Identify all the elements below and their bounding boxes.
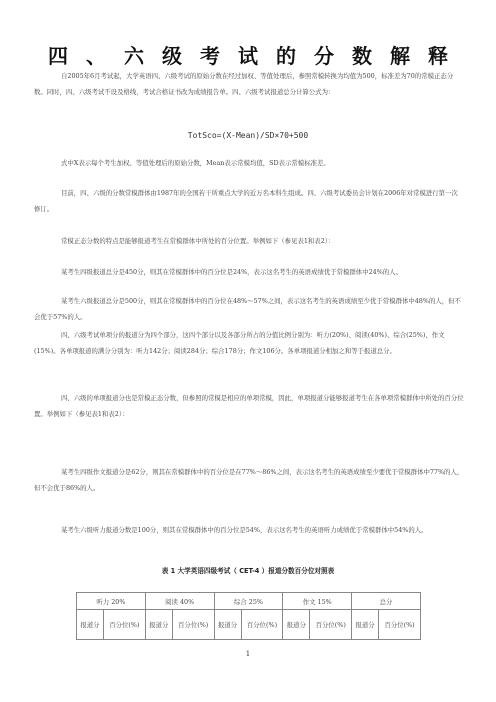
paragraph-example-cet4: 某考生四级报道总分是450分，则其在常模群体中的百分位是24%，表示这名考生的英语成绩优于常模群体中24%的人。 (61, 268, 402, 276)
page-title: 四、六级考试的分数解释 (48, 44, 466, 68)
subheader-cell: 报道分 (77, 610, 104, 640)
page-number: 1 (245, 650, 251, 658)
subheader-cell: 百分位(%) (241, 610, 283, 640)
paragraph-norm-feature: 常模正态分数的特点是能够报道考生在常模群体中所处的百分位置。举例如下（参见表1和表2）： (61, 237, 335, 245)
score-formula: TotSco=(X-Mean)/SD×70+500 (187, 131, 309, 140)
subheader-cell: 报道分 (145, 610, 172, 640)
table-caption: 表 1 大学英语四级考试（ CET-4 ）报道分数百分位对照表 (161, 567, 335, 575)
table-subheader-row (77, 610, 421, 640)
subheader-cell: 百分位(%) (379, 610, 421, 640)
subheader-cell: 报道分 (214, 610, 241, 640)
header-total: 总分 (352, 593, 421, 610)
paragraph-example-writing: 某考生四级作文报道分是62分，则其在常模群体中的百分位是在77%～86%之间，表示这名考生的英语成绩至少要优于常模群体中77%的人，但不会优于86%的人。 (34, 468, 464, 492)
header-comprehensive: 综合 25% (214, 593, 283, 610)
subheader-cell: 报道分 (283, 610, 310, 640)
subheader-cell: 百分位(%) (103, 610, 145, 640)
paragraph-subscores: 四、六级考试单项分的报道分为四个部分，这四个部分以及各部分所占的分值比例分别为：听力(20%)、阅读(40%)、综合(25%)、作文(15%)。各单项报道的满分分别为：听力142分；阅读284分；综合178分；作文106分。各单项报道分相加之和等于报道总分。 (34, 331, 445, 355)
paragraph-example-cet6: 某考生六级报道总分是500分，则其在常模群体中的百分位在48%～57%之间，表示这名考生的英语成绩至少优于常模群体中48%的人，但不会优于57%的人。 (34, 297, 461, 321)
subheader-cell: 百分位(%) (310, 610, 352, 640)
paragraph-subscore-norm: 四、六级的单项报道分也是常模正态分数，但参照的常模是相应的单项常模，因此，单项报道分能够报道考生在各单项常模群体中所处的百分位置。举例如下（参见表1和表2）： (34, 394, 464, 418)
header-listening: 听力 20% (77, 593, 146, 610)
subheader-cell: 报道分 (352, 610, 379, 640)
header-reading: 阅读 40% (145, 593, 214, 610)
paragraph-intro: 自2005年6月考试起，大学英语四、六级考试的原始分数在经过加权、等值处理后，参照常模转换为均值为500，标准差为70的常模正态分数。同时，四、六级考试不设及格线，考试合格证书改为成绩报告单。四、六级考试报道总分计算公式为： (34, 72, 454, 96)
percentile-table (76, 592, 421, 640)
paragraph-norm-group: 目前，四、六级的分数常模群体由1987年的全国若干所重点大学的近万名本科生组成。四、六级考试委员会计划在2006年对常模进行第一次修订。 (34, 189, 458, 213)
subheader-cell: 百分位(%) (172, 610, 214, 640)
paragraph-formula-explanation: 式中X表示每个考生加权、等值处理后的原始分数，Mean表示常模均值，SD表示常模标准差。 (61, 159, 330, 167)
header-writing: 作文 15% (283, 593, 352, 610)
table-header-row (77, 593, 421, 610)
paragraph-example-listening: 某考生六级听力报道分数是100分，则其在常模群体中的百分位是54%，表示这名考生的英语听力成绩优于常模群体中54%的人。 (61, 526, 428, 534)
